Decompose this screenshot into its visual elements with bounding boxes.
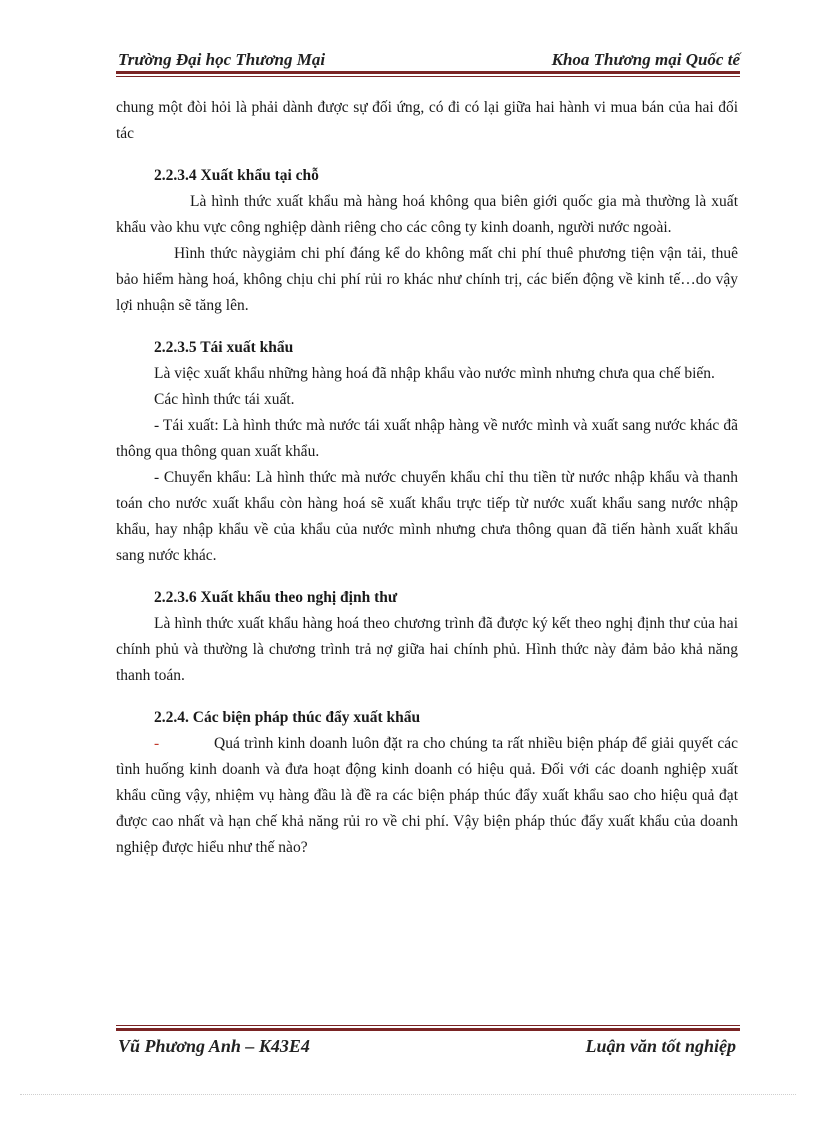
paragraph: Là hình thức xuất khẩu hàng hoá theo chương trình đã được ký kết theo nghị định thư của hai chính phủ và thường là chương trình trả nợ giữa hai chính phủ. Hình thức này đảm bảo khả năng thanh toán. bbox=[116, 615, 738, 684]
paragraph: Là việc xuất khẩu những hàng hoá đã nhập khẩu vào nước mình nhưng chưa qua chế biến. bbox=[154, 365, 715, 382]
header-rule-thin bbox=[116, 76, 740, 77]
heading-2-2-3-4: 2.2.3.4 Xuất khẩu tại chỗ bbox=[154, 167, 319, 184]
paragraph: Hình thức nàygiảm chi phí đáng kể do không mất chi phí thuê phương tiện vận tải, thuê bảo hiểm hàng hoá, không chịu chi phí rủi ro khác như chính trị, các biến động về kinh tế…do vậy lợi nhuận sẽ tăng lên. bbox=[116, 245, 738, 314]
header-faculty: Khoa Thương mại Quốc tế bbox=[551, 50, 740, 69]
paragraph: - Tái xuất: Là hình thức mà nước tái xuất nhập hàng về nước mình và xuất sang nước khác đã thông qua thông quan xuất khẩu. bbox=[116, 417, 738, 460]
bullet-dash: - bbox=[154, 735, 160, 752]
page-edge-dotted-line bbox=[20, 1094, 796, 1095]
intro-paragraph: chung một đòi hỏi là phải dành được sự đối ứng, có đi có lại giữa hai hành vi mua bán của hai đối tác bbox=[116, 99, 738, 142]
bullet-paragraph bbox=[116, 731, 738, 861]
heading-2-2-3-5: 2.2.3.5 Tái xuất khẩu bbox=[154, 339, 294, 356]
footer-author: Vũ Phương Anh – K43E4 bbox=[118, 1036, 310, 1056]
paragraph: - Chuyển khẩu: Là hình thức mà nước chuyển khẩu chỉ thu tiền từ nước nhập khẩu và thanh toán cho nước xuất khẩu còn hàng hoá sẽ xuất khẩu trực tiếp từ nước xuất khẩu sang nước nhập khẩu, hay nhập khẩu về của khẩu của nước mình nhưng chưa thông quan đã tiến hành xuất khẩu sang nước khác. bbox=[116, 469, 738, 564]
paragraph: Các hình thức tái xuất. bbox=[154, 391, 295, 408]
header-rule-thick bbox=[116, 71, 740, 74]
footer-thesis: Luận văn tốt nghiệp bbox=[585, 1036, 736, 1056]
header-school: Trường Đại học Thương Mại bbox=[118, 50, 326, 69]
page-footer bbox=[118, 1036, 736, 1060]
heading-2-2-4: 2.2.4. Các biện pháp thúc đẩy xuất khẩu bbox=[154, 709, 421, 726]
footer-rule-thin bbox=[116, 1025, 740, 1026]
paragraph: Là hình thức xuất khẩu mà hàng hoá không qua biên giới quốc gia mà thường là xuất khẩu vào khu vực công nghiệp dành riêng cho các công ty kinh doanh, người nước ngoài. bbox=[116, 193, 738, 236]
heading-2-2-3-6: 2.2.3.6 Xuất khẩu theo nghị định thư bbox=[154, 589, 398, 606]
page-header bbox=[118, 50, 740, 72]
footer-rule-thick bbox=[116, 1028, 740, 1031]
paragraph-text: Quá trình kinh doanh luôn đặt ra cho chúng ta rất nhiều biện pháp để giải quyết các tình huống kinh doanh và đưa hoạt động kinh doanh có hiệu quả. Đối với các doanh nghiệp xuất khẩu cũng vậy, nhiệm vụ hàng đầu là đề ra các biện pháp thúc đẩy xuất khẩu sao cho hiệu quả đạt được cao nhất và hạn chế khả năng rủi ro về chi phí. Vậy biện pháp thúc đẩy xuất khẩu của doanh nghiệp được hiểu như thế nào? bbox=[116, 735, 738, 856]
document-body bbox=[116, 95, 738, 861]
